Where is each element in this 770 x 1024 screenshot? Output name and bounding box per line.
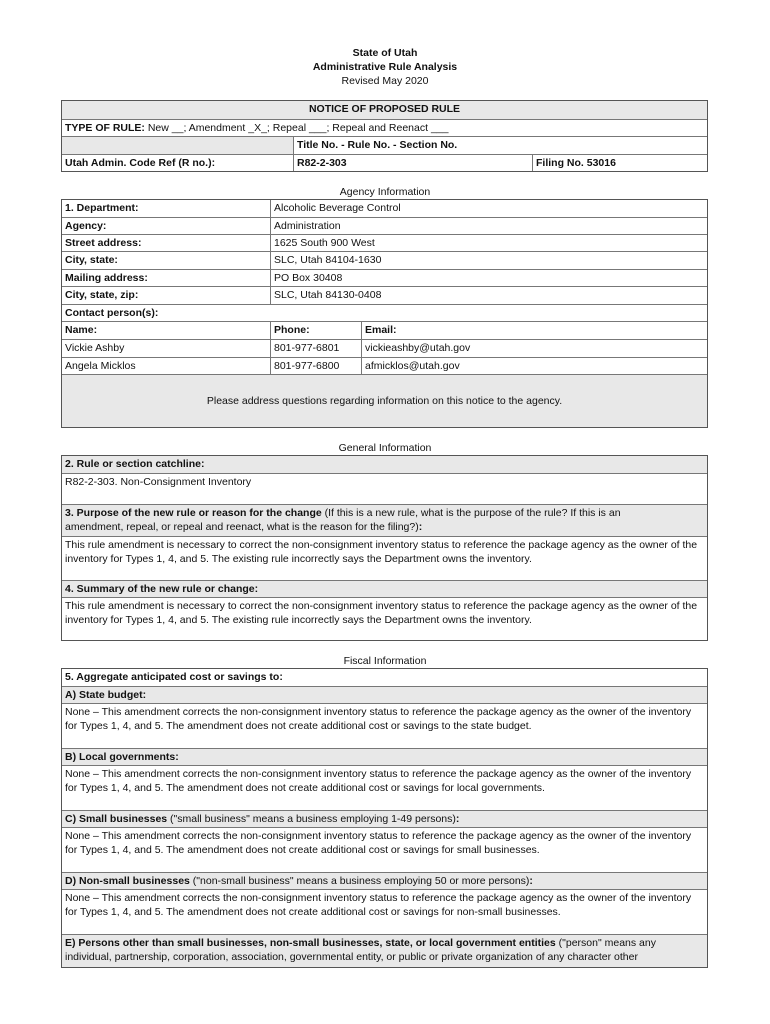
summary-value: This rule amendment is necessary to correct the non-consignment inventory status to reference the package agency as the owner of the inventory for Types 1, 4, and 5. The existing rule incorrectly says the Department owns the inventory. <box>65 600 698 626</box>
city-row <box>62 251 707 269</box>
purpose-value: This rule amendment is necessary to correct the non-consignment inventory status to reference the package agency as the owner of the inventory for Types 1, 4, and 5. The existing rule incorrectly says the Department owns the inventory. <box>65 539 698 565</box>
local-gov-value: None – This amendment corrects the non-consignment inventory status to reference the package agency as the owner of the inventory for Types 1, 4, and 5. The amendment does not create additional cost or savings for local governments. <box>65 768 692 794</box>
state-budget-value-row <box>62 703 707 748</box>
non-small-business-heading <box>62 873 707 889</box>
state-budget-label: A) State budget: <box>65 689 147 701</box>
notice-box <box>61 100 708 172</box>
name-header: Name: <box>65 324 98 336</box>
purpose-colon: : <box>418 521 423 533</box>
mailing-label: Mailing address: <box>65 272 148 284</box>
document-header <box>0 46 770 88</box>
summary-value-row <box>62 597 707 640</box>
other-persons-hint: ("person" means any individual, partnership, corporation, association, governmental entity, or public or private organization of any character other <box>65 937 656 963</box>
catchline-label: 2. Rule or section catchline: <box>65 458 205 470</box>
non-small-business-label: D) Non-small businesses <box>65 875 190 887</box>
local-gov-label: B) Local governments: <box>65 751 179 763</box>
title-no-label: Title No. - Rule No. - Section No. <box>297 139 458 151</box>
state-budget-row <box>62 686 707 703</box>
agency-note-row <box>62 374 707 427</box>
code-ref-row <box>62 154 707 171</box>
small-business-label: C) Small businesses <box>65 813 168 825</box>
contact-name: Angela Micklos <box>65 360 136 372</box>
contacts-label: Contact person(s): <box>65 307 159 319</box>
small-business-heading <box>62 811 707 827</box>
street-row <box>62 234 707 251</box>
email-header: Email: <box>365 324 397 336</box>
catchline-row <box>62 456 707 473</box>
street-value: 1625 South 900 West <box>274 237 375 249</box>
catchline-value-row <box>62 473 707 504</box>
street-label: Street address: <box>65 237 142 249</box>
other-persons-row <box>62 934 707 967</box>
summary-label: 4. Summary of the new rule or change: <box>65 583 259 595</box>
city-value: SLC, Utah 84104-1630 <box>274 254 382 266</box>
local-gov-row <box>62 748 707 765</box>
city-label: City, state: <box>65 254 118 266</box>
purpose-hint-cont: amendment, repeal, or repeal and reenact, what is the reason for the filing?) <box>65 521 419 533</box>
agency-label: Agency: <box>65 220 107 232</box>
department-label: 1. Department: <box>65 202 139 214</box>
small-business-value-row <box>62 827 707 872</box>
small-business-colon: : <box>455 813 460 825</box>
mailing-value: PO Box 30408 <box>274 272 343 284</box>
agency-note: Please address questions regarding information on this notice to the agency. <box>206 395 563 407</box>
contact-phone: 801-977-6800 <box>274 360 340 372</box>
aggregate-row <box>62 669 707 686</box>
agency-row <box>62 217 707 234</box>
non-small-business-value: None – This amendment corrects the non-consignment inventory status to reference the package agency as the owner of the inventory for Types 1, 4, and 5. The amendment does not create additional cost or savings for non-small businesses. <box>65 892 692 918</box>
local-gov-value-row <box>62 765 707 810</box>
rule-type-label: TYPE OF RULE: <box>65 122 145 134</box>
general-section-title: General Information <box>338 442 432 454</box>
purpose-row <box>62 504 707 536</box>
title-no-row <box>62 136 707 154</box>
aggregate-label: 5. Aggregate anticipated cost or savings to: <box>65 671 283 683</box>
contact-email: afmicklos@utah.gov <box>365 360 460 372</box>
non-small-business-value-row <box>62 889 707 934</box>
general-box <box>61 455 708 641</box>
agency-value: Administration <box>274 220 341 232</box>
department-row <box>62 200 707 217</box>
table-row <box>62 357 707 374</box>
filing-number: Filing No. 53016 <box>536 157 616 169</box>
contacts-row <box>62 304 707 321</box>
fiscal-section-title: Fiscal Information <box>343 655 427 667</box>
small-business-row <box>62 810 707 827</box>
purpose-heading <box>62 505 707 535</box>
code-ref-value: R82-2-303 <box>297 157 347 169</box>
purpose-value-row <box>62 536 707 580</box>
purpose-label: 3. Purpose of the new rule or reason for the change <box>65 507 322 519</box>
state-budget-value: None – This amendment corrects the non-consignment inventory status to reference the package agency as the owner of the inventory for Types 1, 4, and 5. The amendment does not create additional cost or savings to the state budget. <box>65 706 692 732</box>
contact-email: vickieashby@utah.gov <box>365 342 471 354</box>
small-business-hint: ("small business" means a business employing 1-49 persons) <box>167 813 456 825</box>
code-ref-label: Utah Admin. Code Ref (R no.): <box>65 157 216 169</box>
catchline-value: R82-2-303. Non-Consignment Inventory <box>65 476 252 488</box>
notice-title-row <box>62 101 707 119</box>
revision-date: Revised May 2020 <box>341 75 429 87</box>
purpose-hint: (If this is a new rule, what is the purpose of the rule? If this is an <box>321 507 621 519</box>
contact-phone: 801-977-6801 <box>274 342 340 354</box>
agency-box <box>61 199 708 428</box>
phone-header: Phone: <box>274 324 310 336</box>
fiscal-box <box>61 668 708 968</box>
non-small-business-hint: ("non-small business" means a business employing 50 or more persons) <box>189 875 530 887</box>
contact-name: Vickie Ashby <box>65 342 125 354</box>
rule-type-row <box>62 119 707 136</box>
non-small-business-row <box>62 872 707 889</box>
non-small-business-colon: : <box>529 875 533 887</box>
contacts-header-row <box>62 321 707 339</box>
city-zip-label: City, state, zip: <box>65 289 139 301</box>
city-zip-value: SLC, Utah 84130-0408 <box>274 289 382 301</box>
small-business-value: None – This amendment corrects the non-consignment inventory status to reference the package agency as the owner of the inventory for Types 1, 4, and 5. The amendment does not create additional cost or savings for small businesses. <box>65 830 692 856</box>
summary-row <box>62 580 707 597</box>
agency-section-title: Agency Information <box>339 186 431 198</box>
table-row <box>62 339 707 357</box>
other-persons-label: E) Persons other than small businesses, non-small businesses, state, or local government entities <box>65 937 556 949</box>
notice-title: NOTICE OF PROPOSED RULE <box>308 103 461 115</box>
state-name: State of Utah <box>352 47 418 59</box>
rule-type-options: New __; Amendment _X_; Repeal ___; Repeal and Reenact ___ <box>147 122 449 134</box>
mailing-row <box>62 269 707 286</box>
document-title: Administrative Rule Analysis <box>312 61 458 73</box>
other-persons-heading <box>62 935 707 965</box>
department-value: Alcoholic Beverage Control <box>274 202 401 214</box>
city-zip-row <box>62 286 707 304</box>
